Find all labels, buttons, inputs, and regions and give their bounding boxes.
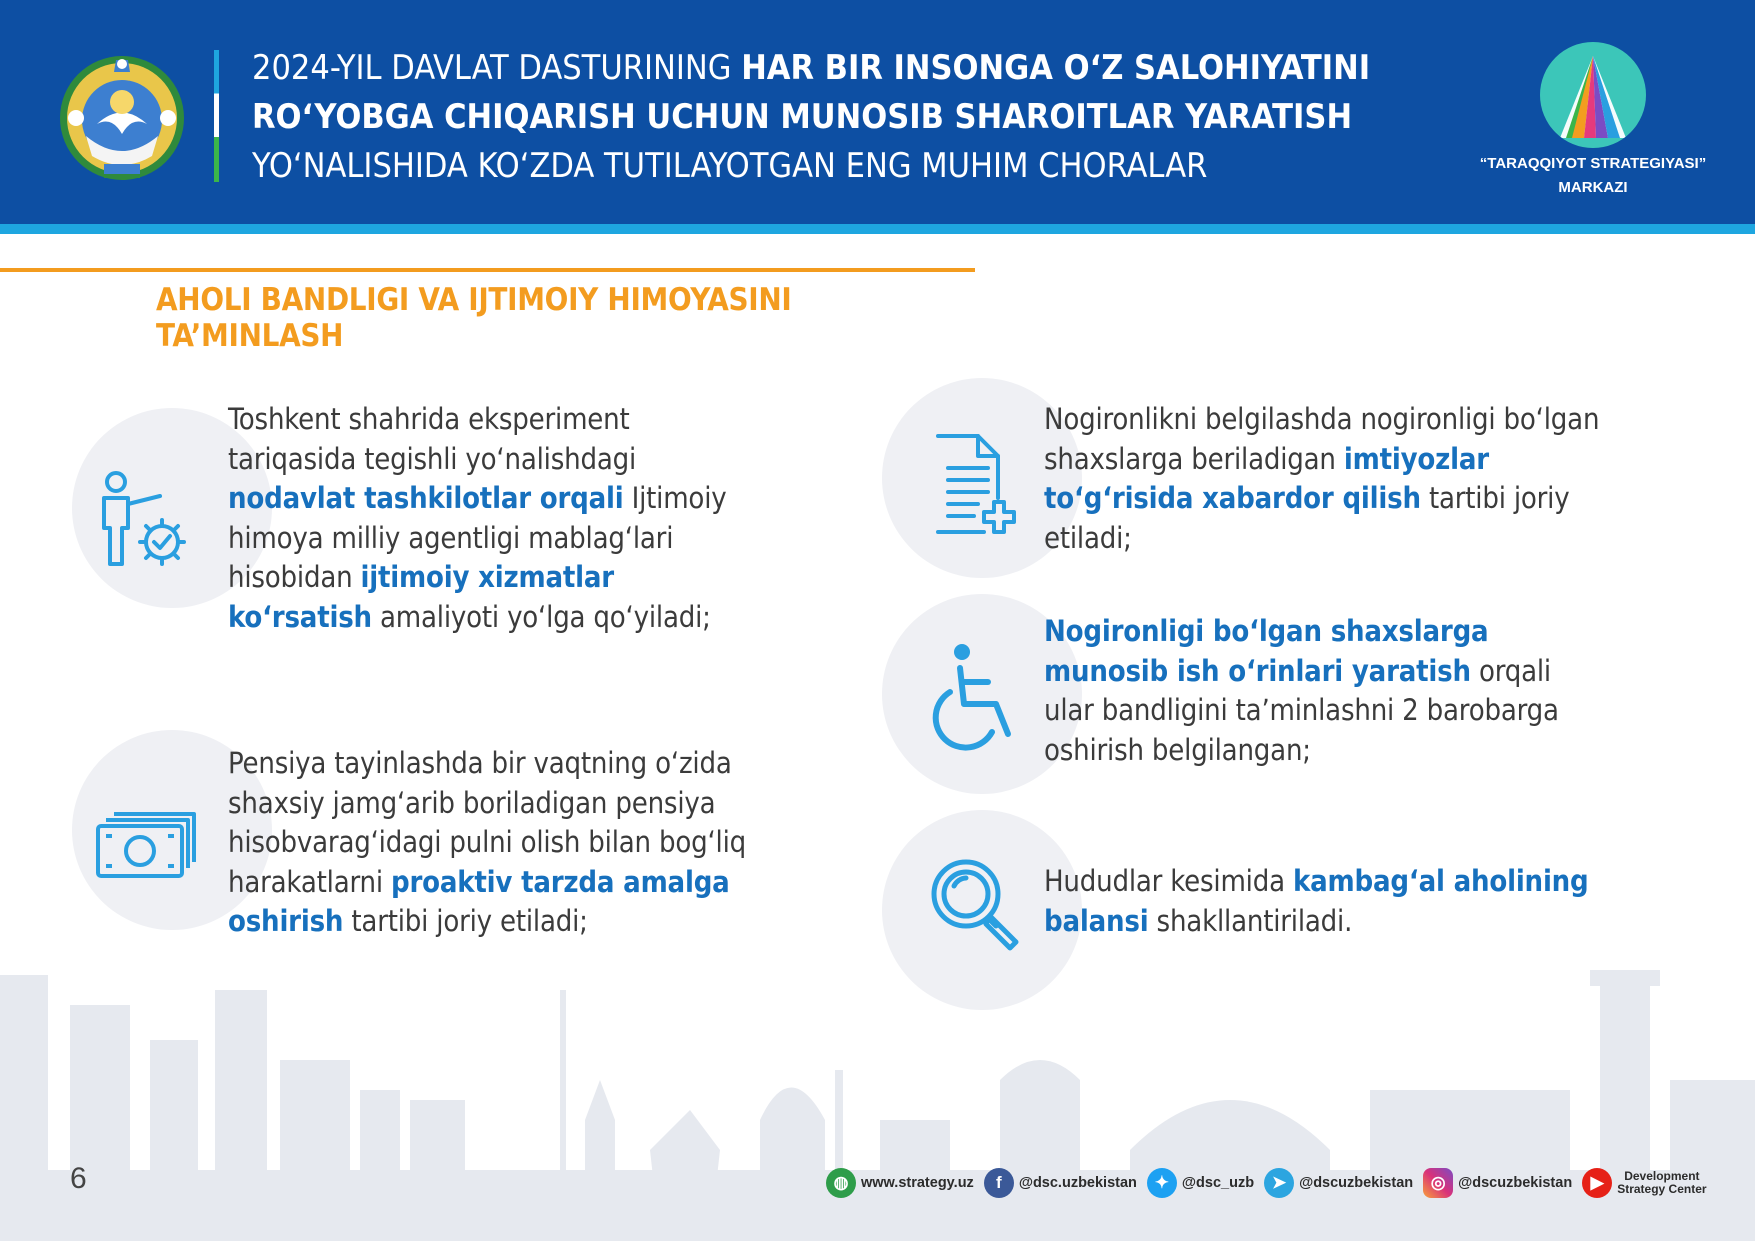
text-segment: amaliyoti yo‘lga qo‘yiladi;: [371, 599, 711, 634]
title-line1-bold: HAR BIR INSONGA O‘Z SALOHIYATINI: [741, 48, 1371, 88]
measure-item: [228, 400, 748, 637]
twitter-label: @dsc_uzb: [1181, 1175, 1255, 1191]
text-segment: Hududlar kesimida: [1044, 864, 1293, 898]
measure-item: [1044, 862, 1604, 941]
money-bills-icon: [94, 810, 196, 880]
person-gear-icon: [94, 468, 190, 568]
document-plus-icon: [934, 432, 1020, 536]
header-stripe: [0, 224, 1755, 234]
twitter-icon: ✦: [1147, 1168, 1177, 1198]
text-segment: Pensiya tayinlashda bir vaqtning o‘zida shaxsiy jamg‘arib boriladigan pensiya hisobvarag‘idagi pulni olish bilan bog‘liq harakatlarni: [228, 746, 747, 899]
highlight-segment: nodavlat tashkilotlar orqali: [228, 481, 624, 515]
page-title: [252, 44, 1392, 191]
state-emblem-icon: [52, 46, 192, 186]
facebook-icon: f: [984, 1168, 1014, 1198]
social-footer: [826, 1166, 1707, 1200]
website-label: www.strategy.uz: [861, 1175, 974, 1191]
youtube-link[interactable]: [1582, 1168, 1706, 1198]
magnifier-icon: [928, 856, 1026, 954]
section-title-rule: [0, 268, 975, 272]
logo-caption-line2: MARKAZI: [1558, 179, 1628, 196]
text-segment: shakllantiriladi.: [1148, 903, 1353, 938]
title-line3: YO‘NALISHIDA KO‘ZDA TUTILAYOTGAN ENG MUHIM CHORALAR: [252, 146, 1208, 186]
facebook-link[interactable]: [984, 1168, 1137, 1198]
title-line2: RO‘YOBGA CHIQARISH UCHUN MUNOSIB SHAROITLAR YARATISH: [252, 97, 1353, 137]
instagram-icon: ◎: [1423, 1168, 1453, 1198]
telegram-icon: ➤: [1264, 1168, 1294, 1198]
instagram-label: @dscuzbekistan: [1458, 1175, 1573, 1191]
highlight-segment: imtiyozlar to‘g‘risida xabardor qilish: [1044, 441, 1489, 515]
youtube-icon: ▶: [1582, 1168, 1612, 1198]
twitter-link[interactable]: [1147, 1168, 1254, 1198]
measure-item: [1044, 612, 1584, 770]
website-link[interactable]: [826, 1168, 974, 1198]
logo-caption: [1440, 152, 1746, 200]
text-segment: tartibi joriy etiladi;: [1044, 481, 1570, 555]
telegram-label: @dscuzbekistan: [1299, 1175, 1414, 1191]
dsc-logo-icon: [1540, 42, 1646, 148]
measure-item: [1044, 400, 1624, 558]
page-number: 6: [70, 1162, 87, 1195]
globe-icon: ◍: [826, 1168, 856, 1198]
highlight-segment: kambag‘al aholining balansi: [1044, 864, 1589, 938]
youtube-label: [1617, 1170, 1706, 1196]
text-segment: tartibi joriy etiladi;: [343, 904, 588, 938]
logo-caption-line1: “TARAQQIYOT STRATEGIYASI”: [1479, 155, 1707, 172]
youtube-label-line2: Strategy Center: [1617, 1182, 1707, 1196]
highlight-segment: Nogironligi bo‘lgan shaxslarga munosib ish o‘rinlari yaratish: [1044, 614, 1489, 688]
highlight-segment: proaktiv tarzda amalga oshirish: [228, 864, 730, 938]
text-segment: Nogironlikni belgilashda nogironligi bo‘lgan shaxslarga beriladigan: [1044, 402, 1600, 476]
title-line1-light: 2024-YIL DAVLAT DASTURINING: [252, 48, 742, 88]
telegram-link[interactable]: [1264, 1168, 1413, 1198]
text-segment: orqali ular bandligini ta’minlashni 2 barobarga oshirish belgilangan;: [1044, 653, 1559, 767]
measure-item: [228, 744, 788, 942]
youtube-label-line1: Development: [1624, 1169, 1700, 1183]
facebook-label: @dsc.uzbekistan: [1018, 1175, 1137, 1191]
instagram-link[interactable]: [1423, 1168, 1572, 1198]
highlight-segment: ijtimoiy xizmatlar ko‘rsatish: [228, 560, 614, 634]
text-segment: Toshkent shahrida eksperiment tariqasida tegishli yo‘nalishdagi: [228, 402, 637, 476]
wheelchair-icon: [930, 640, 1026, 752]
title-divider: [214, 50, 219, 182]
text-segment: Ijtimoiy himoya milliy agentligi mablag‘lari hisobidan: [228, 481, 727, 594]
section-title: AHOLI BANDLIGI VA IJTIMOIY HIMOYASINI TA’MINLASH: [156, 282, 792, 354]
